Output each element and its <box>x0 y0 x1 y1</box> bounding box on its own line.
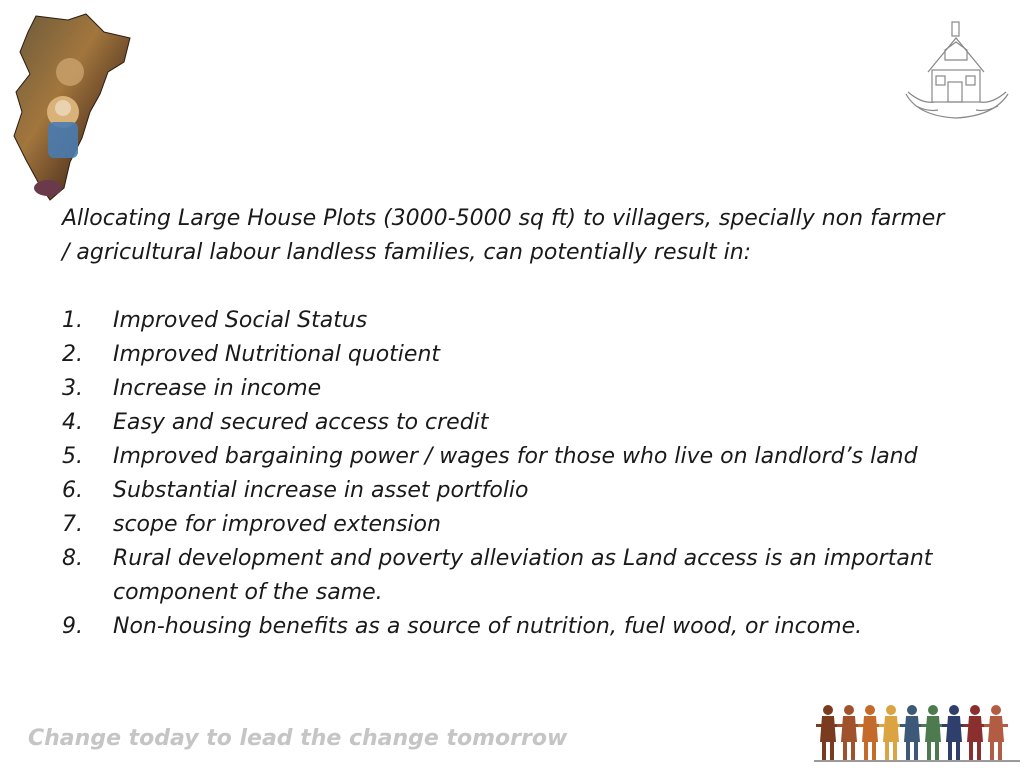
list-item <box>62 474 992 508</box>
item-text: Increase in income <box>113 376 322 401</box>
benefits-list <box>62 304 992 644</box>
intro-paragraph <box>62 202 992 270</box>
ground-line <box>814 760 1020 762</box>
list-item <box>62 372 992 406</box>
person-figure <box>858 705 882 760</box>
person-figure <box>984 705 1008 760</box>
item-text: Improved Nutritional quotient <box>113 342 441 367</box>
people-chain-illustration <box>812 698 1022 768</box>
item-number: 5. <box>62 444 83 469</box>
item-number: 4. <box>62 410 83 435</box>
item-number: 1. <box>62 308 83 333</box>
item-text: Improved Social Status <box>113 308 368 333</box>
person-figure <box>900 705 924 760</box>
person-figure <box>879 705 903 760</box>
person-figure <box>837 705 861 760</box>
person-figure <box>942 705 966 760</box>
item-number: 8. <box>62 546 83 571</box>
item-number: 6. <box>62 478 83 503</box>
person-figure <box>963 705 987 760</box>
item-number: 7. <box>62 512 83 537</box>
person-figure <box>816 705 840 760</box>
item-text: Non-housing benefits as a source of nutrition, fuel wood, or income. <box>113 614 863 639</box>
item-text: Improved bargaining power / wages for those who live on landlord’s land <box>113 444 918 469</box>
list-item <box>62 508 992 542</box>
item-number: 9. <box>62 614 83 639</box>
india-map-logo <box>8 12 138 202</box>
intro-line-1: Allocating Large House Plots (3000-5000 sq ft) to villagers, specially non farmer <box>62 206 945 231</box>
list-item <box>62 304 992 338</box>
item-text-continued: component of the same. <box>113 580 383 605</box>
intro-line-2: / agricultural labour landless families, can potentially result in: <box>62 240 752 265</box>
person-figure <box>921 705 945 760</box>
list-item <box>62 542 992 610</box>
item-text: Rural development and poverty alleviation as Land access is an important <box>113 546 933 571</box>
list-item <box>62 610 992 644</box>
house-in-hands-icon <box>898 12 1016 122</box>
item-number: 3. <box>62 376 83 401</box>
footer-tagline: Change today to lead the change tomorrow <box>28 726 568 751</box>
item-text: scope for improved extension <box>113 512 441 537</box>
item-text: Easy and secured access to credit <box>113 410 489 435</box>
list-item <box>62 440 992 474</box>
item-number: 2. <box>62 342 83 367</box>
item-text: Substantial increase in asset portfolio <box>113 478 529 503</box>
list-item <box>62 406 992 440</box>
list-item <box>62 338 992 372</box>
